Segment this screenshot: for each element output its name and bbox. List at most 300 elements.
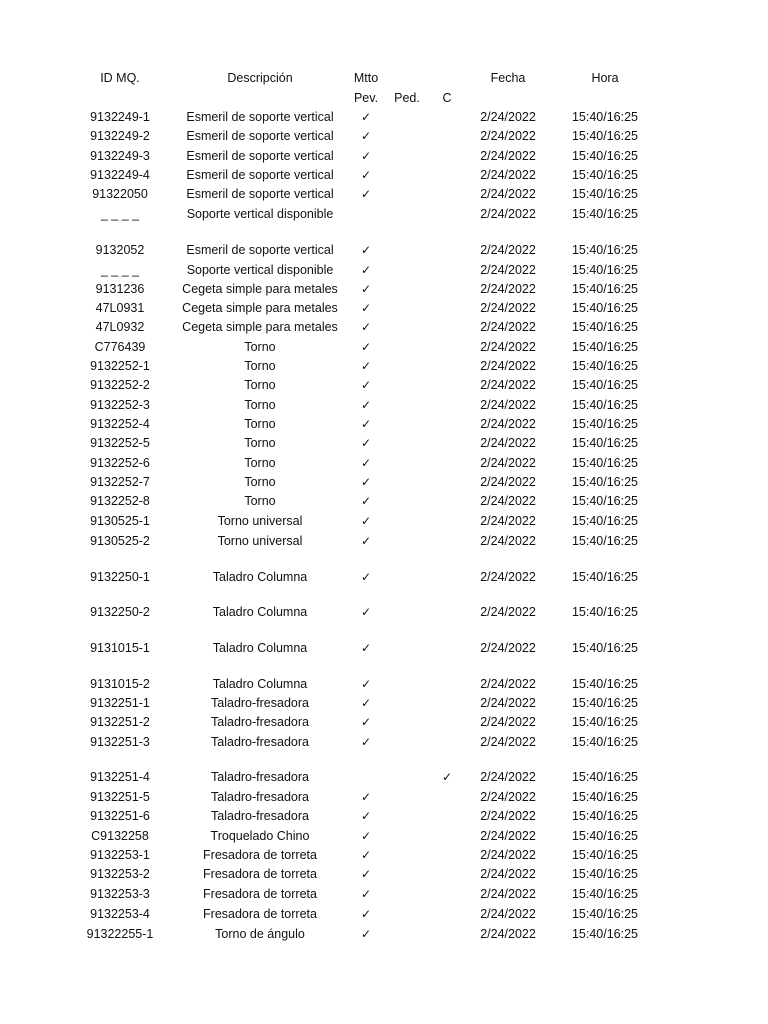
row-c-check [428, 318, 466, 337]
row-id: 47L0932 [95, 320, 145, 334]
table-row [0, 147, 768, 166]
row-id: 9132251-2 [90, 715, 150, 729]
row-descripcion: Taladro-fresadora [211, 696, 309, 710]
row-fecha: 2/24/2022 [480, 207, 536, 221]
row-c-check [428, 788, 466, 807]
row-id: 9132249-4 [90, 168, 150, 182]
subheader-row [0, 89, 768, 108]
row-id: 9132249-1 [90, 110, 150, 124]
row-pev-check: ✓ [360, 696, 372, 710]
row-hora: 15:40/16:25 [571, 207, 639, 221]
row-pev-check: ✓ [360, 282, 372, 296]
row-hora: 15:40/16:25 [571, 677, 639, 691]
row-hora: 15:40/16:25 [571, 605, 639, 619]
row-fecha: 2/24/2022 [480, 829, 536, 843]
table-row [0, 925, 768, 944]
row-pev-check: ✓ [360, 829, 372, 843]
row-descripcion: Torno [244, 475, 276, 489]
table-row [0, 512, 768, 531]
row-descripcion: Taladro Columna [212, 570, 308, 584]
row-fecha: 2/24/2022 [480, 359, 536, 373]
row-fecha: 2/24/2022 [480, 494, 536, 508]
row-hora: 15:40/16:25 [571, 110, 639, 124]
row-hora: 15:40/16:25 [571, 570, 639, 584]
row-descripcion: Taladro-fresadora [211, 790, 309, 804]
row-pev-check: ✓ [360, 641, 372, 655]
table-row [0, 261, 768, 280]
row-fecha: 2/24/2022 [480, 149, 536, 163]
row-id: 9132252-1 [90, 359, 150, 373]
row-ped-check [385, 827, 429, 846]
table-row [0, 473, 768, 492]
row-id: 9132250-2 [90, 605, 150, 619]
row-descripcion: Torno [244, 340, 276, 354]
table-row [0, 338, 768, 357]
row-descripcion: Esmeril de soporte vertical [186, 187, 334, 201]
table-row [0, 376, 768, 395]
row-ped-check [385, 357, 429, 376]
row-c-check [428, 512, 466, 531]
row-id: 9132252-2 [90, 378, 150, 392]
row-c-check [428, 241, 466, 260]
row-hora: 15:40/16:25 [571, 907, 639, 921]
row-c-check [428, 396, 466, 415]
row-ped-check [385, 492, 429, 511]
row-pev-check: ✓ [360, 848, 372, 862]
row-c-check [428, 299, 466, 318]
row-descripcion: Torno [244, 359, 276, 373]
row-fecha: 2/24/2022 [480, 605, 536, 619]
row-descripcion: Taladro-fresadora [211, 770, 309, 784]
row-id: C776439 [94, 340, 146, 354]
row-fecha: 2/24/2022 [480, 129, 536, 143]
row-descripcion: Fresadora de torreta [203, 907, 317, 921]
row-ped-check [385, 127, 429, 146]
row-fecha: 2/24/2022 [480, 263, 536, 277]
row-fecha: 2/24/2022 [480, 570, 536, 584]
row-descripcion: Torno [244, 456, 276, 470]
row-id: 9132052 [95, 243, 145, 257]
row-pev-check: ✓ [360, 494, 372, 508]
row-ped-check [385, 639, 429, 658]
row-c-check [428, 532, 466, 551]
row-id: _ _ _ _ [100, 207, 140, 221]
row-id: C9132258 [91, 829, 149, 843]
row-ped-check [385, 396, 429, 415]
row-ped-check [385, 733, 429, 752]
row-hora: 15:40/16:25 [571, 829, 639, 843]
row-hora: 15:40/16:25 [571, 735, 639, 749]
row-pev-check: ✓ [360, 168, 372, 182]
row-c-check [428, 108, 466, 127]
row-c-check [428, 827, 466, 846]
row-hora: 15:40/16:25 [571, 809, 639, 823]
row-hora: 15:40/16:25 [571, 398, 639, 412]
row-id: 9131236 [95, 282, 145, 296]
row-id: 9132252-8 [90, 494, 150, 508]
row-fecha: 2/24/2022 [480, 340, 536, 354]
row-fecha: 2/24/2022 [480, 790, 536, 804]
table-row [0, 299, 768, 318]
row-c-check [428, 338, 466, 357]
row-descripcion: Fresadora de torreta [203, 848, 317, 862]
row-ped-check [385, 241, 429, 260]
row-hora: 15:40/16:25 [571, 534, 639, 548]
row-c-check [428, 473, 466, 492]
row-descripcion: Torno [244, 417, 276, 431]
row-hora: 15:40/16:25 [571, 129, 639, 143]
row-pev-check: ✓ [360, 907, 372, 921]
row-descripcion: Torno [244, 436, 276, 450]
row-c-check [428, 492, 466, 511]
row-fecha: 2/24/2022 [480, 282, 536, 296]
row-id: 9132249-2 [90, 129, 150, 143]
row-pev-check: ✓ [360, 570, 372, 584]
row-pev-check: ✓ [360, 534, 372, 548]
row-c-check [428, 713, 466, 732]
row-pev-check: ✓ [360, 320, 372, 334]
row-id: 9130525-1 [90, 514, 150, 528]
row-hora: 15:40/16:25 [571, 848, 639, 862]
row-hora: 15:40/16:25 [571, 927, 639, 941]
row-c-check [428, 603, 466, 622]
table-row [0, 166, 768, 185]
row-fecha: 2/24/2022 [480, 320, 536, 334]
row-pev-check: ✓ [360, 514, 372, 528]
row-descripcion: Esmeril de soporte vertical [186, 243, 334, 257]
table-row [0, 675, 768, 694]
table-row [0, 603, 768, 622]
row-fecha: 2/24/2022 [480, 475, 536, 489]
row-descripcion: Esmeril de soporte vertical [186, 149, 334, 163]
table-row [0, 357, 768, 376]
row-c-check [428, 127, 466, 146]
row-c-check [428, 733, 466, 752]
row-hora: 15:40/16:25 [571, 456, 639, 470]
row-hora: 15:40/16:25 [571, 187, 639, 201]
row-pev-check: ✓ [360, 110, 372, 124]
row-id: 9132252-6 [90, 456, 150, 470]
row-c-check [428, 261, 466, 280]
row-fecha: 2/24/2022 [480, 110, 536, 124]
row-pev-check: ✓ [360, 398, 372, 412]
row-pev-check [345, 205, 387, 224]
row-hora: 15:40/16:25 [571, 696, 639, 710]
row-c-check [428, 885, 466, 904]
row-descripcion: Troquelado Chino [210, 829, 310, 843]
row-pev-check: ✓ [360, 456, 372, 470]
row-ped-check [385, 280, 429, 299]
row-hora: 15:40/16:25 [571, 494, 639, 508]
header-hora: Hora [591, 71, 619, 85]
row-ped-check [385, 568, 429, 587]
row-c-check: ✓ [441, 770, 453, 784]
row-id: 9132251-4 [90, 770, 150, 784]
row-id: 9131015-1 [90, 641, 150, 655]
row-pev-check: ✓ [360, 605, 372, 619]
row-fecha: 2/24/2022 [480, 809, 536, 823]
row-descripcion: Torno universal [217, 514, 303, 528]
table-row [0, 127, 768, 146]
row-pev-check: ✓ [360, 436, 372, 450]
table-row [0, 807, 768, 826]
row-fecha: 2/24/2022 [480, 927, 536, 941]
row-hora: 15:40/16:25 [571, 417, 639, 431]
row-ped-check [385, 925, 429, 944]
table-row [0, 768, 768, 787]
table-row [0, 280, 768, 299]
table-row [0, 639, 768, 658]
row-hora: 15:40/16:25 [571, 378, 639, 392]
row-descripcion: Torno de ángulo [215, 927, 305, 941]
row-hora: 15:40/16:25 [571, 887, 639, 901]
row-id: 9132251-6 [90, 809, 150, 823]
table-row [0, 846, 768, 865]
row-pev-check: ✓ [360, 790, 372, 804]
table-row [0, 713, 768, 732]
table-row [0, 788, 768, 807]
row-fecha: 2/24/2022 [480, 677, 536, 691]
row-id: 9132249-3 [90, 149, 150, 163]
row-c-check [428, 166, 466, 185]
row-pev-check: ✓ [360, 359, 372, 373]
row-pev-check: ✓ [360, 927, 372, 941]
header-mtto: Mtto [353, 71, 379, 85]
row-fecha: 2/24/2022 [480, 641, 536, 655]
row-ped-check [385, 675, 429, 694]
row-pev-check: ✓ [360, 340, 372, 354]
table-row [0, 185, 768, 204]
row-descripcion: Torno [244, 378, 276, 392]
row-ped-check [385, 807, 429, 826]
table-row [0, 532, 768, 551]
row-id: 9132252-5 [90, 436, 150, 450]
row-ped-check [385, 454, 429, 473]
row-pev-check: ✓ [360, 735, 372, 749]
row-pev-check: ✓ [360, 149, 372, 163]
row-id: 9132252-7 [90, 475, 150, 489]
row-hora: 15:40/16:25 [571, 867, 639, 881]
row-c-check [428, 639, 466, 658]
row-ped-check [385, 788, 429, 807]
row-ped-check [385, 205, 429, 224]
row-c-check [428, 846, 466, 865]
row-fecha: 2/24/2022 [480, 456, 536, 470]
row-fecha: 2/24/2022 [480, 243, 536, 257]
row-c-check [428, 905, 466, 924]
row-fecha: 2/24/2022 [480, 398, 536, 412]
row-pev-check: ✓ [360, 887, 372, 901]
row-ped-check [385, 694, 429, 713]
row-ped-check [385, 415, 429, 434]
row-ped-check [385, 865, 429, 884]
header-c: C [442, 91, 452, 105]
row-hora: 15:40/16:25 [571, 168, 639, 182]
row-id: 9132250-1 [90, 570, 150, 584]
row-id: 9132253-4 [90, 907, 150, 921]
row-id: 9132253-1 [90, 848, 150, 862]
row-c-check [428, 376, 466, 395]
row-ped-check [385, 768, 429, 787]
row-id: 9132251-1 [90, 696, 150, 710]
header-row [0, 69, 768, 88]
row-id: 9131015-2 [90, 677, 150, 691]
row-descripcion: Torno [244, 494, 276, 508]
row-ped-check [385, 147, 429, 166]
row-descripcion: Torno [244, 398, 276, 412]
row-hora: 15:40/16:25 [571, 641, 639, 655]
row-pev-check: ✓ [360, 243, 372, 257]
row-ped-check [385, 905, 429, 924]
row-pev-check: ✓ [360, 301, 372, 315]
row-hora: 15:40/16:25 [571, 149, 639, 163]
row-ped-check [385, 512, 429, 531]
row-fecha: 2/24/2022 [480, 378, 536, 392]
row-descripcion: Cegeta simple para metales [182, 301, 338, 315]
table-row [0, 827, 768, 846]
row-c-check [428, 454, 466, 473]
row-pev-check: ✓ [360, 715, 372, 729]
row-fecha: 2/24/2022 [480, 887, 536, 901]
row-hora: 15:40/16:25 [571, 340, 639, 354]
row-hora: 15:40/16:25 [571, 475, 639, 489]
row-ped-check [385, 603, 429, 622]
row-descripcion: Esmeril de soporte vertical [186, 129, 334, 143]
table-row [0, 454, 768, 473]
row-hora: 15:40/16:25 [571, 436, 639, 450]
header-ped: Ped. [394, 91, 420, 105]
row-descripcion: Taladro Columna [212, 677, 308, 691]
row-hora: 15:40/16:25 [571, 514, 639, 528]
row-id: _ _ _ _ [100, 263, 140, 277]
row-pev-check: ✓ [360, 677, 372, 691]
row-descripcion: Fresadora de torreta [203, 867, 317, 881]
row-hora: 15:40/16:25 [571, 359, 639, 373]
row-ped-check [385, 108, 429, 127]
row-id: 9132253-3 [90, 887, 150, 901]
row-id: 9132252-4 [90, 417, 150, 431]
table-row [0, 415, 768, 434]
row-fecha: 2/24/2022 [480, 417, 536, 431]
row-ped-check [385, 318, 429, 337]
row-pev-check: ✓ [360, 378, 372, 392]
row-id: 9132251-3 [90, 735, 150, 749]
row-hora: 15:40/16:25 [571, 282, 639, 296]
table-row [0, 694, 768, 713]
row-hora: 15:40/16:25 [571, 263, 639, 277]
row-ped-check [385, 473, 429, 492]
table-row [0, 865, 768, 884]
row-fecha: 2/24/2022 [480, 696, 536, 710]
row-descripcion: Soporte vertical disponible [186, 207, 334, 221]
row-pev-check: ✓ [360, 263, 372, 277]
row-c-check [428, 925, 466, 944]
row-fecha: 2/24/2022 [480, 735, 536, 749]
row-descripcion: Esmeril de soporte vertical [186, 168, 334, 182]
row-ped-check [385, 376, 429, 395]
row-fecha: 2/24/2022 [480, 534, 536, 548]
row-descripcion: Soporte vertical disponible [186, 263, 334, 277]
row-id: 9132253-2 [90, 867, 150, 881]
row-id: 91322050 [92, 187, 148, 201]
row-fecha: 2/24/2022 [480, 301, 536, 315]
header-pev: Pev. [353, 91, 379, 105]
table-row [0, 205, 768, 224]
table-row [0, 568, 768, 587]
row-descripcion: Cegeta simple para metales [182, 320, 338, 334]
row-id: 9132252-3 [90, 398, 150, 412]
row-ped-check [385, 299, 429, 318]
row-fecha: 2/24/2022 [480, 514, 536, 528]
table-row [0, 733, 768, 752]
row-descripcion: Taladro-fresadora [211, 715, 309, 729]
row-fecha: 2/24/2022 [480, 907, 536, 921]
row-hora: 15:40/16:25 [571, 320, 639, 334]
table-row [0, 396, 768, 415]
row-c-check [428, 415, 466, 434]
row-c-check [428, 357, 466, 376]
table-row [0, 108, 768, 127]
row-fecha: 2/24/2022 [480, 187, 536, 201]
row-c-check [428, 147, 466, 166]
row-descripcion: Taladro-fresadora [211, 809, 309, 823]
row-ped-check [385, 185, 429, 204]
row-descripcion: Taladro-fresadora [211, 735, 309, 749]
row-pev-check: ✓ [360, 475, 372, 489]
row-ped-check [385, 261, 429, 280]
row-fecha: 2/24/2022 [480, 436, 536, 450]
table-row [0, 318, 768, 337]
row-descripcion: Torno universal [217, 534, 303, 548]
row-id: 9130525-2 [90, 534, 150, 548]
row-fecha: 2/24/2022 [480, 168, 536, 182]
table-row [0, 885, 768, 904]
row-ped-check [385, 166, 429, 185]
row-hora: 15:40/16:25 [571, 770, 639, 784]
row-hora: 15:40/16:25 [571, 243, 639, 257]
row-fecha: 2/24/2022 [480, 715, 536, 729]
header-fecha: Fecha [490, 71, 526, 85]
table-row [0, 905, 768, 924]
row-descripcion: Taladro Columna [212, 605, 308, 619]
row-id: 47L0931 [95, 301, 145, 315]
row-descripcion: Esmeril de soporte vertical [186, 110, 334, 124]
row-c-check [428, 568, 466, 587]
row-descripcion: Fresadora de torreta [203, 887, 317, 901]
row-c-check [428, 205, 466, 224]
row-pev-check: ✓ [360, 417, 372, 431]
row-hora: 15:40/16:25 [571, 715, 639, 729]
header-id: ID MQ. [100, 71, 140, 85]
row-descripcion: Cegeta simple para metales [182, 282, 338, 296]
row-hora: 15:40/16:25 [571, 790, 639, 804]
row-descripcion: Taladro Columna [212, 641, 308, 655]
table-row [0, 434, 768, 453]
row-c-check [428, 280, 466, 299]
row-c-check [428, 675, 466, 694]
row-fecha: 2/24/2022 [480, 867, 536, 881]
row-pev-check: ✓ [360, 809, 372, 823]
row-fecha: 2/24/2022 [480, 770, 536, 784]
row-c-check [428, 807, 466, 826]
row-fecha: 2/24/2022 [480, 848, 536, 862]
row-c-check [428, 434, 466, 453]
table-row [0, 241, 768, 260]
row-ped-check [385, 713, 429, 732]
row-id: 9132251-5 [90, 790, 150, 804]
row-pev-check: ✓ [360, 867, 372, 881]
row-pev-check: ✓ [360, 187, 372, 201]
